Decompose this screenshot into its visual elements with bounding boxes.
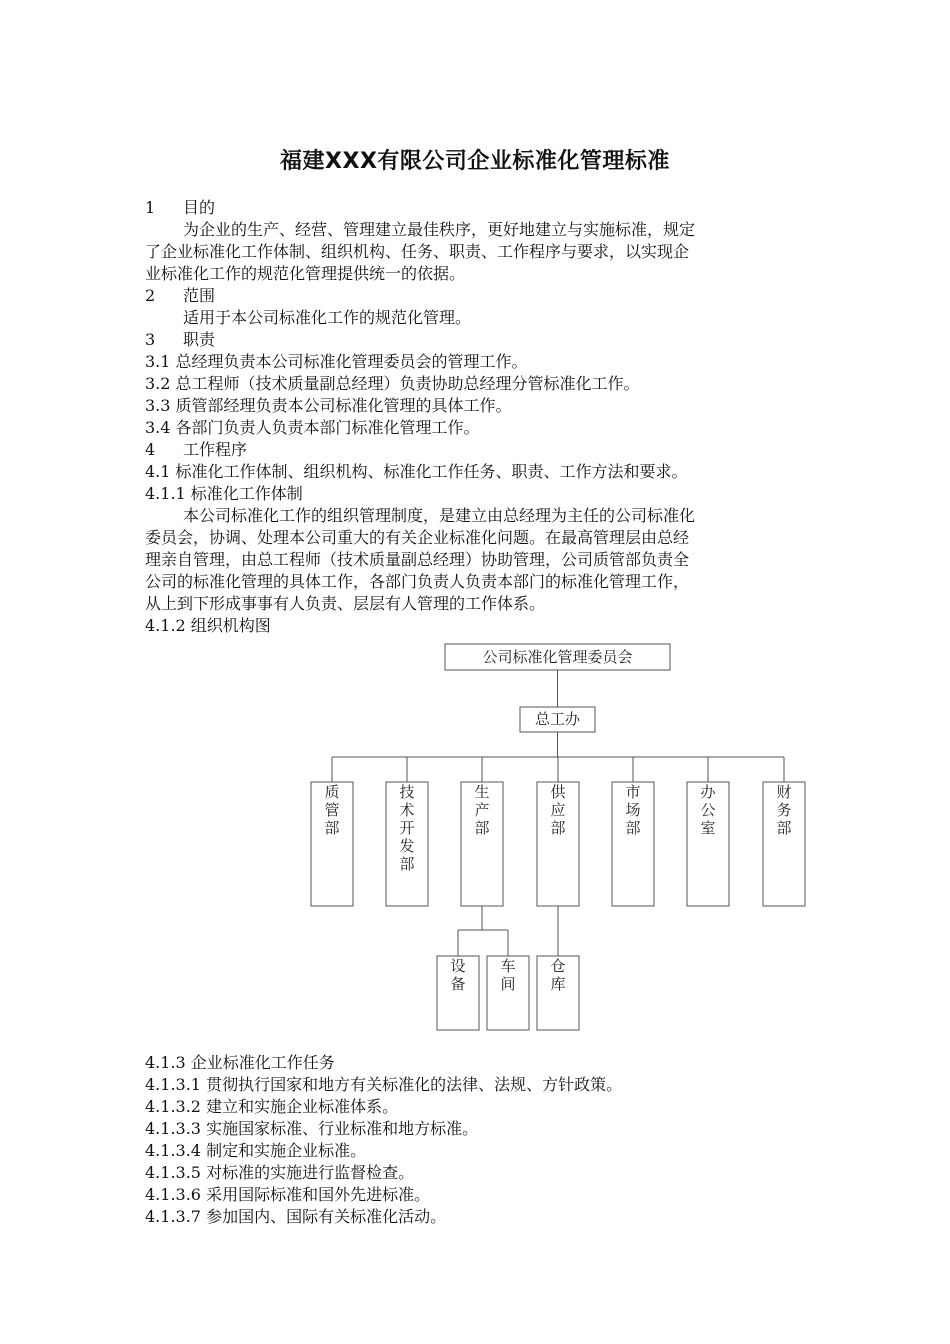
dept-label: 质 xyxy=(324,783,340,801)
dept-label: 公 xyxy=(700,801,716,819)
dept-label: 管 xyxy=(324,801,340,819)
dept-label: 部 xyxy=(776,819,792,837)
dept-label: 技 xyxy=(399,783,415,801)
dept-label: 供 xyxy=(550,783,566,801)
dept-label: 发 xyxy=(399,837,415,855)
section-4-1-1-para-line: 本公司标准化工作的组织管理制度，是建立由总经理为主任的公司标准化 xyxy=(183,506,696,525)
section-1-para-line: 了企业标准化工作体制、组织机构、任务、职责、工作程序与要求，以实现企 xyxy=(145,242,690,261)
dept-label: 务 xyxy=(776,801,792,819)
dept-label: 产 xyxy=(474,801,490,819)
dept-label: 部 xyxy=(474,819,490,837)
section-3-item: 3.3 质管部经理负责本公司标准化管理的具体工作。 xyxy=(145,396,512,415)
section-1-heading: 1 目的 xyxy=(145,198,216,217)
section-4-1-1-para-line: 公司的标准化管理的具体工作，各部门负责人负责本部门的标准化管理工作， xyxy=(145,572,690,591)
sub-label: 设 xyxy=(450,957,466,975)
section-4-1-2: 4.1.2 组织机构图 xyxy=(145,616,271,635)
sub-label: 库 xyxy=(550,975,566,993)
section-3-heading: 3 职责 xyxy=(145,330,216,349)
section-3-item: 3.1 总经理负责本公司标准化管理委员会的管理工作。 xyxy=(145,352,528,371)
dept-label: 部 xyxy=(625,819,641,837)
section-4-1-3: 4.1.3 企业标准化工作任务 xyxy=(145,1053,335,1072)
dept-label: 应 xyxy=(550,801,566,819)
section-1-para-line: 为企业的生产、经营、管理建立最佳秩序，更好地建立与实施标准，规定 xyxy=(183,220,696,239)
dept-label: 办 xyxy=(700,783,716,801)
section-2-heading: 2 范围 xyxy=(145,286,216,305)
section-3-item: 3.4 各部门负责人负责本部门标准化管理工作。 xyxy=(145,418,480,437)
task-item: 4.1.3.6 采用国际标准和国外先进标准。 xyxy=(145,1185,431,1204)
dept-label: 生 xyxy=(474,783,490,801)
task-item: 4.1.3.4 制定和实施企业标准。 xyxy=(145,1141,367,1160)
org-mid-label: 总工办 xyxy=(534,710,581,728)
sub-label: 备 xyxy=(450,975,466,993)
task-item: 4.1.3.3 实施国家标准、行业标准和地方标准。 xyxy=(145,1119,479,1138)
dept-label: 部 xyxy=(324,819,340,837)
section-2-para: 适用于本公司标准化工作的规范化管理。 xyxy=(183,308,472,327)
task-item: 4.1.3.2 建立和实施企业标准体系。 xyxy=(145,1097,399,1116)
task-item: 4.1.3.5 对标准的实施进行监督检查。 xyxy=(145,1163,415,1182)
org-top-label: 公司标准化管理委员会 xyxy=(482,648,633,666)
section-4-1-1: 4.1.1 标准化工作体制 xyxy=(145,484,303,503)
dept-label: 开 xyxy=(399,819,415,837)
dept-label: 场 xyxy=(625,801,641,819)
dept-label: 术 xyxy=(399,801,415,819)
section-3-item: 3.2 总工程师（技术质量副总经理）负责协助总经理分管标准化工作。 xyxy=(145,374,640,393)
task-item: 4.1.3.7 参加国内、国际有关标准化活动。 xyxy=(145,1207,447,1226)
sub-label: 车 xyxy=(500,957,516,975)
section-4-1: 4.1 标准化工作体制、组织机构、标准化工作任务、职责、工作方法和要求。 xyxy=(145,462,688,481)
section-4-1-1-para-line: 从上到下形成事事有人负责、层层有人管理的工作体系。 xyxy=(145,594,546,613)
dept-label: 部 xyxy=(550,819,566,837)
dept-label: 室 xyxy=(700,819,716,837)
section-4-1-1-para-line: 委员会，协调、处理本公司重大的有关企业标准化问题。在最高管理层由总经 xyxy=(145,528,690,547)
dept-label: 部 xyxy=(399,855,415,873)
section-4-1-1-para-line: 理亲自管理，由总工程师（技术质量副总经理）协助管理，公司质管部负责全 xyxy=(145,550,690,569)
document-title: 福建XXX有限公司企业标准化管理标准 xyxy=(280,149,670,174)
sub-label: 仓 xyxy=(550,957,566,975)
sub-label: 间 xyxy=(500,975,516,993)
task-item: 4.1.3.1 贯彻执行国家和地方有关标准化的法律、法规、方针政策。 xyxy=(145,1075,623,1094)
dept-label: 市 xyxy=(625,783,641,801)
section-1-para-line: 业标准化工作的规范化管理提供统一的依据。 xyxy=(145,264,466,283)
dept-label: 财 xyxy=(776,783,792,801)
section-4-heading: 4 工作程序 xyxy=(145,440,248,459)
